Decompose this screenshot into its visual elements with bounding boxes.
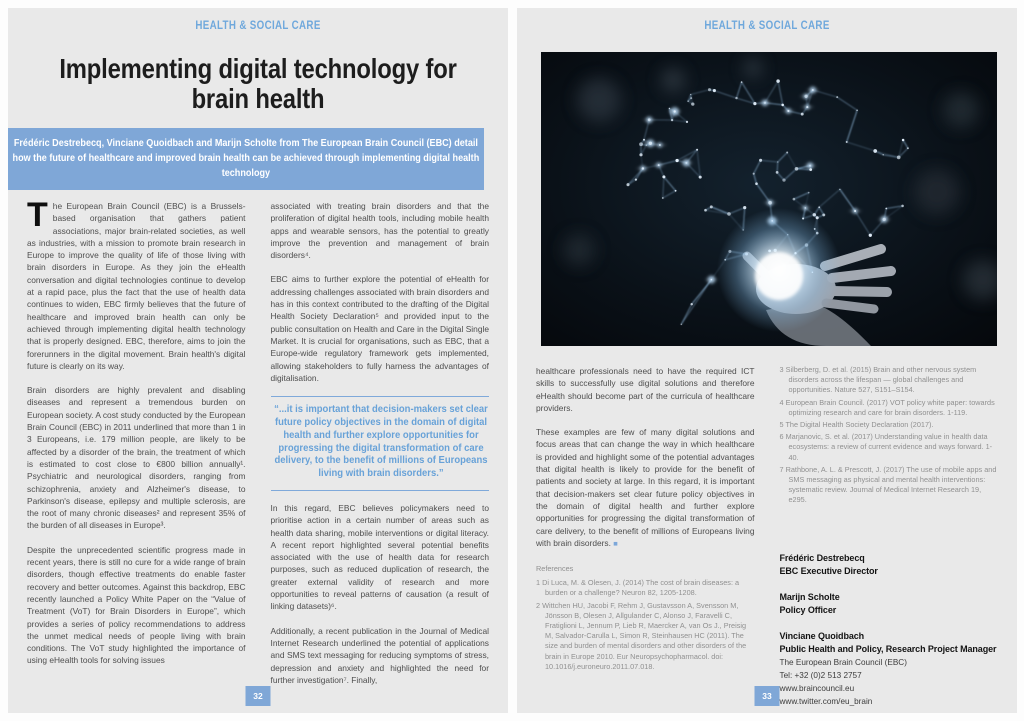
paragraph-text: he European Brain Council (EBC) is a Brussels-based organisation that gathers patient associations, major brain-related societies, as well as industries, with a mission to promote brain research in Europe to improve the quality of life of those living with brain disorders in Europe. As they join the eHealth conversation and digital technologies continue to develop at a rapid pace, plus the fact that the use of health data continues to widen, EBC firmly believes that the future of healthcare and improved brain health can only be achieved through implementing digital health technology that is properly designed. EBC, therefore, aims to join the forerunners in the digital movement. Brain health's digital future is clearly on its way. bbox=[27, 201, 246, 371]
column-1 bbox=[27, 196, 246, 698]
dropcap: T bbox=[27, 196, 48, 234]
website: www.braincouncil.eu bbox=[779, 683, 855, 693]
author-role: Public Health and Policy, Research Project Manager bbox=[779, 643, 997, 654]
reference-item: 5 The Digital Health Society Declaration (2017). bbox=[779, 420, 934, 430]
author-entry bbox=[780, 630, 999, 708]
paragraph: EBC aims to further explore the potential of eHealth for addressing challenges associated with brain disorders and has in this context contributed to the drafting of the Digital Health Society Declaration⁵ and provided input to the public consultation on Health and Care in the Digital Single Market. It is crucial for organisations, such as EBC, that a Europe-wide regulatory framework gets implemented, allowing stakeholders to fully harness the advantages of digitalisation. bbox=[270, 274, 489, 383]
twitter: www.twitter.com/eu_brain bbox=[779, 696, 873, 706]
standfirst-banner bbox=[8, 128, 484, 190]
paragraph: associated with treating brain disorders and that the proliferation of digital health tools, including mobile health apps and wearable sensors, has the potential to greatly improve the prevention and management of brain disorders⁴. bbox=[270, 201, 489, 261]
standfirst-text: Frédéric Destrebecq, Vinciane Quoidbach and Marijn Scholte from The European Brain Council (EBC) detail how the future of healthcare and improved brain health can be achieved through implementing digital health technology bbox=[12, 138, 480, 179]
author-entry bbox=[780, 591, 999, 617]
author-role: Policy Officer bbox=[779, 604, 837, 615]
pull-quote bbox=[271, 396, 490, 491]
references-block bbox=[536, 564, 755, 672]
paragraph bbox=[536, 426, 755, 550]
author-name: Marijn Scholte bbox=[779, 591, 840, 602]
paragraph: In this regard, EBC believes policymakers need to prioritise action in a certain number of areas such as health data sharing, mobile interventions or digital literacy. A recent report highlighted several potential benefits associated with the use of health data for research purposes, such as reduced duplication of research, the greater external validity of research and more opportunities to reveal patterns of causation (a result of linking datasets)⁶. bbox=[270, 502, 489, 612]
section-kicker: HEALTH & SOCIAL CARE bbox=[704, 20, 830, 32]
left-page-columns bbox=[27, 196, 489, 698]
pull-quote-text: “...it is important that decision-makers set clear future policy objectives in the domain of digital health and further explore opportunities for progressing the digital transformation of care delivery, to the benefit of millions of Europeans living with brain disorders.” bbox=[273, 404, 488, 480]
paragraph-text: These examples are few of many digital solutions and focus areas that can change the way in which healthcare is provided and highlight some of the potential advantages that digital health is likely to provide for the benefit of patients and society at large. In this regard, it is important that decision-makers set clear future policy objectives in the domain of digital health and further explore opportunities for progressing the digital transformation of care delivery, to the benefit of millions of Europeans living with brain disorders. bbox=[536, 427, 755, 548]
paragraph bbox=[27, 196, 246, 372]
organisation: The European Brain Council (EBC) bbox=[779, 657, 907, 667]
references-block-continued bbox=[780, 365, 999, 506]
column-1 bbox=[536, 365, 755, 721]
right-page-columns bbox=[536, 365, 998, 721]
column-2 bbox=[271, 200, 490, 698]
page-number-right: 33 bbox=[755, 686, 780, 706]
reference-item: 1 Di Luca, M. & Olesen, J. (2014) The cost of brain diseases: a burden or a challenge? Neuron 82, 1205-1208. bbox=[536, 578, 740, 598]
section-kicker: HEALTH & SOCIAL CARE bbox=[195, 20, 321, 32]
reference-item: 6 Marjanovic, S. et al. (2017) Understanding value in health data ecosystems: a review of current evidence and ways forward. 1-40. bbox=[779, 432, 993, 462]
page-number-left: 32 bbox=[246, 686, 271, 706]
reference-item: 3 Silberberg, D. et al. (2015) Brain and other nervous system disorders across the lifespan — global challenges and opportunities. Nature 527, S151–S154. bbox=[779, 365, 977, 395]
reference-item: 2 Wittchen HU, Jacobi F, Rehm J, Gustavsson A, Svensson M, Jönsson B, Olesen J, Allgulander C, Alonso J, Faravelli C, Fratiglioni L, Jennum P, Lieb R, Maercker A, van Os J., Preisig M, Salvador-Carulla L, Simon R, Steinhausen HC (2011). The size and burden of mental disorders and other disorders of the brain in Europe 2010. Eur Neuropsychopharmacol. doi: 10.1016/j.euroneuro.2011.07.018. bbox=[536, 600, 747, 671]
author-block bbox=[780, 552, 999, 708]
paragraph: healthcare professionals need to have the required ICT skills to successfully use digital solutions and therefore eHealth should become part of the curricula of healthcare providers. bbox=[536, 366, 755, 413]
paragraph: Brain disorders are highly prevalent and disabling diseases and represent a tremendous burden on European society. A cost study conducted by the European Brain Council (EBC) in 2011 underlined that more than 1 in 3 Europeans, i.e. 179 million people, are likely to be affected by a disorder of the brain, the treatment of which is estimated to cost close to €800 billion annually¹. Psychiatric and neurological disorders, ranging from schizophrenia, anxiety and Alzheimer's disease, to Parkinson's disease, epilepsy and multiple sclerosis, are the root of many chronic diseases² and represent 35% of the burden of all diseases in Europe³. bbox=[27, 385, 246, 531]
author-role: EBC Executive Director bbox=[779, 565, 878, 576]
column-2 bbox=[780, 365, 999, 721]
telephone: Tel: +32 (0)2 513 2757 bbox=[779, 670, 862, 680]
author-name: Vinciane Quoidbach bbox=[779, 630, 865, 641]
paragraph: Additionally, a recent publication in the Journal of Medical Internet Research underlined the potential of applications and SMS text messaging for reducing symptoms of stress, depression and anxiety and highlighted the need for further investigation⁷. Finally, bbox=[270, 625, 489, 685]
author-name: Frédéric Destrebecq bbox=[779, 552, 865, 563]
reference-item: 7 Rathbone, A. L. & Prescott, J. (2017) The use of mobile apps and SMS messaging as physical and mental health interventions: systematic review. Journal of Medical Internet Research 19, e295. bbox=[779, 464, 997, 505]
article-title: Implementing digital technology for brain health bbox=[59, 53, 457, 114]
page-left bbox=[8, 8, 508, 713]
end-of-article-marker: ■ bbox=[613, 538, 618, 548]
author-entry bbox=[780, 552, 999, 578]
brain-network-photo bbox=[541, 52, 997, 346]
page-right bbox=[517, 8, 1017, 713]
reference-item: 4 European Brain Council. (2017) VOT policy white paper: towards optimizing research and care for brain disorders. 1-119. bbox=[779, 397, 995, 417]
references-heading: References bbox=[536, 564, 574, 574]
paragraph: Despite the unprecedented scientific progress made in recent years, there is still no cure for a wide range of brain disorders, though effective treatments do enable faster recovery and better outcomes. Against this backdrop, EBC recently launched a Policy White Paper on the “Value of Treatment (VoT) for Brain Disorders in Europe”, which provides a series of policy recommendations to address the unmet medical needs of people living with brain conditions. The VoT study highlighted the importance of using eHealth tools for solving issues bbox=[27, 544, 246, 666]
